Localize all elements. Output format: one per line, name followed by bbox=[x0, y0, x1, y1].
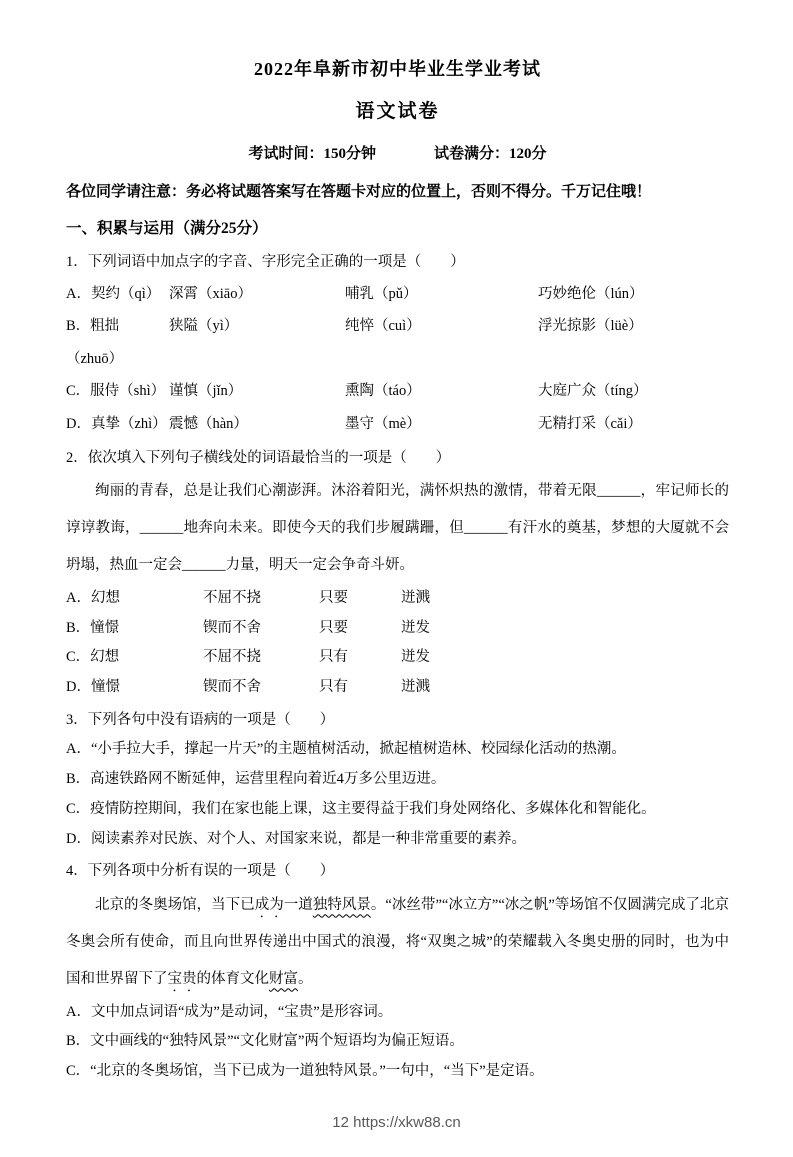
q3-option-c: C．疫情防控期间，我们在家也能上课，这主要得益于我们身处网络化、多媒体化和智能化。 bbox=[66, 800, 656, 817]
q1-cell: 狭隘（yì） bbox=[169, 318, 239, 335]
q2-cell: A．幻想 bbox=[66, 590, 120, 607]
page-footer: 12 https://xkw88.cn bbox=[332, 1114, 461, 1132]
q1-cell: 大庭广众（tíng） bbox=[538, 383, 648, 400]
question-1-stem: 1．下列词语中加点字的字音、字形完全正确的一项是（ ） bbox=[66, 254, 465, 271]
paper-subject-title: 语文试卷 bbox=[355, 101, 440, 122]
q4-passage-segment: 。“冰丝带”“冰立方”“冰之帆”等场馆不仅圆满完成了北京冬奥会所有使命，而且向世界传递出中国式的浪漫，将“双奥之城”的荣耀载入冬奥史册的同时，也为中国和世界留下了 bbox=[66, 896, 730, 987]
q2-cell: D．憧憬 bbox=[66, 679, 120, 696]
q4-underlined-phrase: 财富 bbox=[269, 970, 298, 987]
exam-title: 2022年阜新市初中毕业生学业考试 bbox=[254, 59, 541, 79]
q2-cell: 锲而不舍 bbox=[203, 679, 261, 696]
q4-dotted-word: 成为 bbox=[254, 896, 284, 913]
q2-cell: 锲而不舍 bbox=[203, 619, 261, 636]
q4-passage-segment: 北京的冬奥场馆，当下已 bbox=[95, 896, 255, 913]
question-2-options bbox=[66, 584, 729, 703]
q2-cell: 只有 bbox=[319, 649, 348, 666]
question-3-stem: 3．下列各句中没有语病的一项是（ ） bbox=[66, 711, 335, 728]
q3-option-b: B．高速铁路网不断延伸，运营里程向着近4万多公里迈进。 bbox=[66, 771, 446, 788]
q1-cell: D．真挚（zhì） bbox=[66, 416, 167, 433]
q2-cell: 迸溅 bbox=[401, 590, 430, 607]
q2-cell: 不屈不挠 bbox=[203, 649, 261, 666]
q3-option-d: D．阅读素养对民族、对个人、对国家来说，都是一种非常重要的素养。 bbox=[66, 830, 526, 847]
q4-passage-segment: 。 bbox=[298, 970, 313, 987]
q1-cell: 哺乳（pǔ） bbox=[345, 285, 418, 302]
q1-cell: C．服侍（shì） bbox=[66, 383, 166, 400]
q2-cell: 迸发 bbox=[401, 649, 430, 666]
question-1-options bbox=[66, 278, 729, 441]
exam-time: 考试时间：150分钟 bbox=[248, 145, 376, 162]
q1-cell: B．粗拙（zhuō） bbox=[66, 318, 124, 367]
q2-cell: C．幻想 bbox=[66, 649, 120, 666]
question-4-passage bbox=[66, 887, 729, 998]
q1-cell: 无精打采（cǎi） bbox=[538, 416, 642, 433]
q4-option-a: A．文中加点词语“成为”是动词，“宝贵”是形容词。 bbox=[66, 1003, 393, 1020]
q4-underlined-phrase: 独特风景 bbox=[312, 896, 371, 913]
q4-passage-segment: 一道 bbox=[283, 896, 313, 913]
exam-info-line bbox=[66, 139, 729, 171]
q1-cell: 墨守（mè） bbox=[345, 416, 421, 433]
q1-cell: 谨慎（jǐn） bbox=[169, 383, 243, 400]
q2-cell: 只要 bbox=[319, 619, 348, 636]
section-one-heading: 一、积累与运用（满分25分） bbox=[66, 219, 268, 237]
q3-option-a: A．“小手拉大手，撑起一片天”的主题植树活动，掀起植树造林、校园绿化活动的热潮。 bbox=[66, 741, 626, 758]
q2-cell: 只有 bbox=[319, 679, 348, 696]
q1-cell: 巧妙绝伦（lún） bbox=[538, 285, 644, 302]
question-4-stem: 4．下列各项中分析有误的一项是（ ） bbox=[66, 863, 335, 880]
q2-cell: 迸发 bbox=[401, 619, 430, 636]
q1-cell: 纯悴（cuì） bbox=[345, 318, 421, 335]
question-2-passage: 绚丽的青春，总是让我们心潮澎湃。沐浴着阳光，满怀炽热的激情，带着无限______，牢记师长的谆谆教诲，______地奔向未来。即使今天的我们步履蹒跚，但______有汗水的奠基，梦想的大厦就不会坍塌，热血一定会______力量，明天一定会争奇斗妍。 bbox=[66, 483, 729, 574]
q1-cell: 深霄（xiāo） bbox=[169, 285, 252, 302]
question-2-stem: 2．依次填入下列句子横线处的词语最恰当的一项是（ ） bbox=[66, 449, 451, 466]
q1-cell: 熏陶（táo） bbox=[345, 383, 421, 400]
q2-cell: 不屈不挠 bbox=[203, 590, 261, 607]
exam-notice: 各位同学请注意：务必将试题答案写在答题卡对应的位置上，否则不得分。千万记住哦！ bbox=[66, 184, 652, 201]
q4-option-c: C．“北京的冬奥场馆，当下已成为一道独特风景。”一句中，“当下”是定语。 bbox=[66, 1063, 544, 1080]
exam-full-score: 试卷满分：120分 bbox=[434, 145, 547, 162]
q1-cell: A．契约（qì） bbox=[66, 285, 161, 302]
q2-cell: 只要 bbox=[319, 590, 348, 607]
q1-cell: 浮光掠影（lüè） bbox=[538, 318, 643, 335]
q4-dotted-word: 宝贵 bbox=[167, 970, 197, 987]
q1-cell: 震憾（hàn） bbox=[169, 416, 248, 433]
q2-cell: B．憧憬 bbox=[66, 619, 120, 636]
q2-cell: 迸溅 bbox=[401, 679, 430, 696]
q4-option-b: B．文中画线的“独特风景”“文化财富”两个短语均为偏正短语。 bbox=[66, 1033, 464, 1050]
q4-passage-segment: 的体育文化 bbox=[196, 970, 269, 987]
